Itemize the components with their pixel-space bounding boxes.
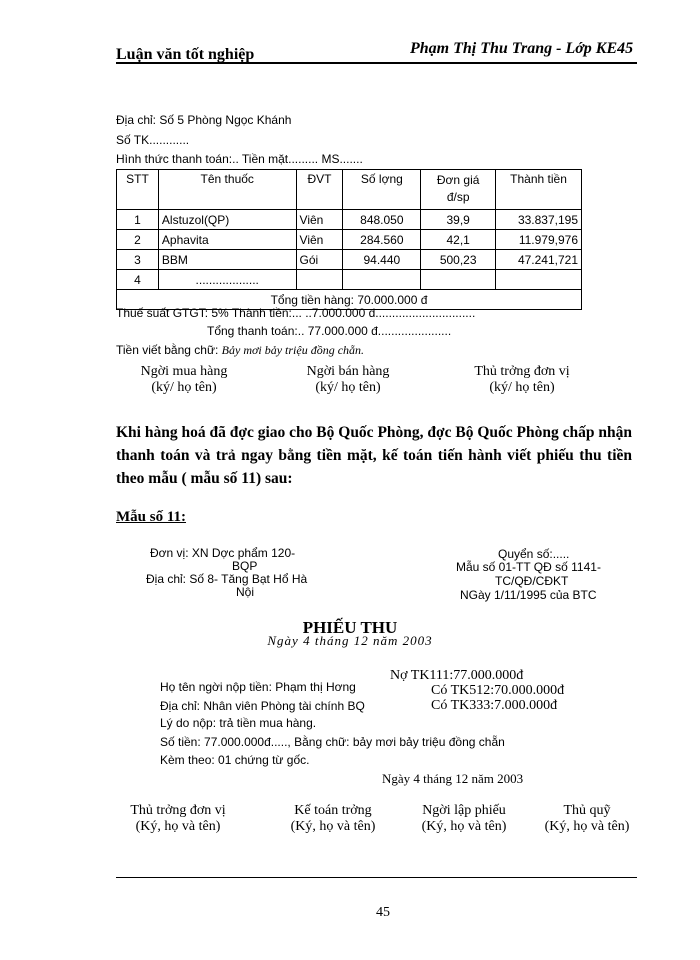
receipt-payer: Họ tên ngời nộp tiền: Phạm thị Hơng — [160, 680, 356, 694]
cell-price: 39,9 — [421, 210, 496, 230]
signature-role: Thủ trởng đơn vị — [130, 803, 226, 818]
receipt-signature-chief-accountant — [284, 803, 382, 835]
receipt-form-date: NGày 1/11/1995 của BTC — [460, 588, 597, 602]
cell-qty: 848.050 — [343, 210, 421, 230]
table-row — [117, 230, 582, 250]
receipt-date: Ngày 4 tháng 12 năm 2003 — [267, 633, 433, 648]
header-right-author: Phạm Thị Thu Trang - Lớp KE45 — [410, 40, 634, 57]
signature-note: (Ký, họ và tên) — [290, 819, 376, 834]
invoice-table — [116, 169, 582, 310]
receipt-credit-512: Có TK512:70.000.000đ — [431, 683, 565, 698]
cell-unit: Viên — [296, 210, 343, 230]
col-header-amount: Thành tiền — [496, 170, 582, 210]
cell-name: Aphavita — [158, 230, 296, 250]
receipt-attachment: Kèm theo: 01 chứng từ gốc. — [160, 753, 310, 767]
invoice-account: Số TK............ — [116, 133, 190, 147]
signature-note: (Ký, họ và tên) — [421, 819, 507, 834]
invoice-grand-total: Tổng thanh toán:.. 77.000.000 đ...................... — [207, 324, 452, 338]
col-header-price: Đơn giá đ/sp — [421, 170, 496, 210]
signature-role: Thủ quỹ — [563, 803, 611, 818]
cell-price: 500,23 — [421, 250, 496, 270]
col-header-unit: ĐVT — [296, 170, 343, 210]
cell-stt: 4 — [117, 270, 159, 290]
col-header-qty: Số lợng — [343, 170, 421, 210]
header-left-title: Luận văn tốt nghiệp — [116, 46, 255, 63]
cell-qty: 284.560 — [343, 230, 421, 250]
page-number: 45 — [376, 905, 390, 920]
receipt-form-no: Mẫu số 01-TT QĐ số 1141- — [456, 560, 601, 574]
cell-stt: 3 — [117, 250, 159, 270]
receipt-debit: Nợ TK111:77.000.000đ — [390, 668, 524, 683]
total-goods: Tổng tiền hàng: 70.000.000 đ — [117, 290, 582, 310]
receipt-unit: Đơn vị: XN Dợc phẩm 120- — [150, 546, 296, 560]
cell-amount: 11.979,976 — [496, 230, 582, 250]
invoice-in-words — [116, 343, 364, 358]
receipt-signature-head — [130, 803, 226, 835]
receipt-title: PHIẾU THU — [302, 618, 398, 637]
cell-price: 42,1 — [421, 230, 496, 250]
receipt-reason: Lý do nộp: trả tiền mua hàng. — [160, 716, 317, 730]
signature-note: (ký/ họ tên) — [315, 380, 381, 395]
invoice-payment-method: Hình thức thanh toán:.. Tiền mặt......... MS....... — [116, 152, 363, 166]
cell-amount — [496, 270, 582, 290]
table-row — [117, 250, 582, 270]
receipt-payer-address: Địa chỉ: Nhân viên Phòng tài chính BQ — [160, 699, 365, 713]
receipt-signature-cashier — [537, 803, 637, 835]
signature-note: (Ký, họ và tên) — [544, 819, 630, 834]
footer-divider — [116, 877, 637, 878]
form-label: Mẫu số 11: — [116, 509, 187, 525]
header-divider — [116, 62, 637, 64]
col-header-stt: STT — [117, 170, 159, 210]
receipt-unit-cont: BQP — [232, 559, 258, 573]
receipt-address: Địa chỉ: Số 8- Tăng Bạt Hổ Hà — [146, 572, 308, 586]
invoice-signature-seller — [286, 364, 410, 396]
receipt-amount: Số tiền: 77.000.000đ....., Bằng chữ: bảy mơi bảy triệu đồng chẵn — [160, 735, 505, 749]
receipt-signature-preparer — [411, 803, 517, 835]
signature-role: Ngời mua hàng — [140, 364, 228, 379]
signature-role: Kế toán trởng — [294, 803, 372, 818]
receipt-form-no-cont: TC/QĐ/CĐKT — [495, 574, 569, 588]
invoice-vat: Thuế suất GTGT: 5% Thành tiền:... ..7.000.000 đ.............................. — [116, 306, 476, 320]
cell-name: Alstuzol(QP) — [158, 210, 296, 230]
signature-note: (Ký, họ và tên) — [135, 819, 221, 834]
signature-role: Ngời lập phiếu — [422, 803, 506, 818]
signature-role: Ngời bán hàng — [306, 364, 390, 379]
signature-note: (ký/ họ tên) — [151, 380, 217, 395]
invoice-signature-buyer — [122, 364, 246, 396]
col-header-name: Tên thuốc — [158, 170, 296, 210]
cell-qty: 94.440 — [343, 250, 421, 270]
in-words-label: Tiền viết bằng chữ: — [116, 343, 222, 357]
invoice-signature-head — [455, 364, 589, 396]
table-row — [117, 210, 582, 230]
cell-unit — [296, 270, 343, 290]
receipt-book-no: Quyển số:..... — [498, 547, 570, 561]
cell-stt: 2 — [117, 230, 159, 250]
cell-name: ................... — [158, 270, 296, 290]
cell-name: BBM — [158, 250, 296, 270]
body-paragraph: Khi hàng hoá đã đợc giao cho Bộ Quốc Phòng, đợc Bộ Quốc Phòng chấp nhận thanh toán và trả ngay bằng tiền mặt, kế toán tiến hành viết phiếu thu tiền theo mẫu ( mẫu số 11) sau: — [116, 424, 632, 487]
signature-note: (ký/ họ tên) — [489, 380, 555, 395]
receipt-credit-333: Có TK333:7.000.000đ — [431, 698, 558, 713]
signature-role: Thủ trởng đơn vị — [474, 364, 570, 379]
cell-price — [421, 270, 496, 290]
receipt-sign-date: Ngày 4 tháng 12 năm 2003 — [382, 771, 524, 786]
invoice-address: Địa chỉ: Số 5 Phòng Ngọc Khánh — [116, 113, 292, 127]
cell-unit: Viên — [296, 230, 343, 250]
cell-stt: 1 — [117, 210, 159, 230]
table-header-row — [117, 170, 582, 210]
table-row — [117, 270, 582, 290]
in-words-value: Bảy mơi bảy triệu đồng chẵn. — [221, 343, 365, 357]
cell-amount: 33.837,195 — [496, 210, 582, 230]
cell-qty — [343, 270, 421, 290]
cell-amount: 47.241,721 — [496, 250, 582, 270]
cell-unit: Gói — [296, 250, 343, 270]
receipt-address-cont: Nội — [236, 585, 255, 599]
